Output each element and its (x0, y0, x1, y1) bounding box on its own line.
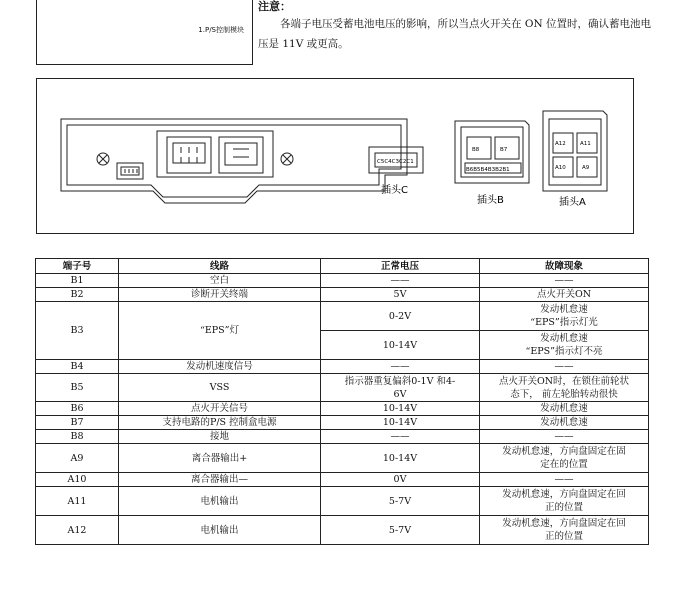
header-terminal: 端子号 (36, 259, 119, 274)
table-row (36, 374, 649, 402)
module-label: 1.P/S控制模块 (198, 26, 244, 34)
plug-b-pin-b7: B7 (500, 147, 508, 153)
terminal-cell: B6 (36, 402, 119, 416)
table-row (36, 402, 649, 416)
module-box (36, 0, 253, 65)
symptom-line: “EPS”指示灯不亮 (525, 346, 603, 357)
table-row (36, 473, 649, 487)
voltage-cell: 10-14V (321, 402, 480, 416)
symptom-cell (480, 487, 649, 516)
table-row (36, 444, 649, 473)
terminal-cell: B4 (36, 360, 119, 374)
circuit-cell: 支持电路的P/S 控制盒电源 (119, 416, 321, 430)
symptom-line: 态下， 前左轮胎转动很快 (510, 388, 618, 400)
table-row (36, 416, 649, 430)
voltage-cell: 10-14V (321, 444, 480, 473)
table-row (36, 288, 649, 302)
plug-a-pin-a9: A9 (582, 165, 590, 171)
connector-drawing (37, 79, 635, 235)
plug-b-pin-b8: B8 (472, 147, 480, 153)
table-row (36, 360, 649, 374)
voltage-cell: —— (321, 360, 480, 374)
symptom-line: 发动机怠速，方向盘固定在回 (502, 518, 626, 529)
voltage-cell: 5-7V (321, 516, 480, 545)
header-circuit: 线路 (119, 259, 321, 274)
terminal-cell: B8 (36, 430, 119, 444)
symptom-line: 点火开关ON时，在锁住前轮状 (498, 375, 630, 387)
symptom-cell: —— (480, 430, 649, 444)
symptom-line: 正的位置 (544, 502, 583, 513)
plug-c-pins: C5C4C3C2C1 (377, 159, 414, 165)
symptom-line: 定在的位置 (540, 459, 588, 470)
circuit-cell: 电机输出 (119, 487, 321, 516)
symptom-cell (480, 444, 649, 473)
voltage-cell: 10-14V (321, 331, 480, 360)
symptom-cell (480, 331, 649, 360)
terminal-cell: B5 (36, 374, 119, 402)
symptom-cell (480, 516, 649, 545)
plug-b-bottom-pins: B6B5B4B3B2B1 (466, 167, 510, 173)
terminal-cell: B3 (36, 302, 119, 360)
terminal-cell: A9 (36, 444, 119, 473)
table-row (36, 430, 649, 444)
table-row (36, 516, 649, 545)
table-row (36, 487, 649, 516)
terminal-cell: B1 (36, 274, 119, 288)
terminal-cell: B2 (36, 288, 119, 302)
symptom-cell: —— (480, 473, 649, 487)
symptom-line: “EPS”指示灯光 (530, 317, 598, 328)
circuit-cell: VSS (119, 374, 321, 402)
circuit-cell: “EPS”灯 (119, 302, 321, 360)
circuit-cell: 诊断开关终端 (119, 288, 321, 302)
voltage-cell: 10-14V (321, 416, 480, 430)
symptom-cell: 发动机怠速 (480, 402, 649, 416)
terminal-cell: B7 (36, 416, 119, 430)
voltage-cell: 5V (321, 288, 480, 302)
circuit-cell: 发动机速度信号 (119, 360, 321, 374)
table-row (36, 302, 649, 331)
connector-diagram (36, 78, 634, 234)
plug-a-pin-a11: A11 (580, 141, 591, 147)
table-row (36, 274, 649, 288)
voltage-cell: 0V (321, 473, 480, 487)
symptom-line: 发动机怠速，方向盘固定在回 (502, 489, 626, 500)
symptom-line: 发动机怠速，方向盘固定在固 (502, 446, 626, 457)
voltage-line: 6V (393, 388, 407, 400)
symptom-line: 发动机怠速 (540, 304, 588, 315)
symptom-cell (480, 374, 649, 402)
plug-a-pin-a12: A12 (555, 141, 566, 147)
circuit-cell: 点火开关信号 (119, 402, 321, 416)
plug-a-pin-a10: A10 (555, 165, 566, 171)
symptom-cell: 点火开关ON (480, 288, 649, 302)
circuit-cell: 离合器输出+ (119, 444, 321, 473)
voltage-cell: 0-2V (321, 302, 480, 331)
note-text: 各端子电压受蓄电池电压的影响，所以当点火开关在 ON 位置时，确认蓄电池电压是 11V 或更高。 (258, 18, 651, 50)
plug-c-label: 插头C (381, 185, 408, 196)
circuit-cell: 空白 (119, 274, 321, 288)
circuit-cell: 离合器输出— (119, 473, 321, 487)
circuit-cell: 接地 (119, 430, 321, 444)
plug-b-label: 插头B (477, 195, 504, 206)
header-voltage: 正常电压 (321, 259, 480, 274)
voltage-cell: 5-7V (321, 487, 480, 516)
symptom-cell: —— (480, 274, 649, 288)
terminal-table (35, 258, 649, 545)
plug-a-label: 插头A (559, 197, 586, 208)
symptom-cell (480, 302, 649, 331)
voltage-cell (321, 374, 480, 402)
symptom-line: 发动机怠速 (540, 333, 588, 344)
symptom-line: 正的位置 (544, 531, 583, 542)
terminal-cell: A12 (36, 516, 119, 545)
voltage-cell: —— (321, 430, 480, 444)
note-title: 注意： (258, 0, 291, 13)
voltage-line: 指示器重复偏斜0-1V 和4- (344, 375, 456, 387)
header-symptom: 故障现象 (480, 259, 649, 274)
circuit-cell: 电机输出 (119, 516, 321, 545)
terminal-cell: A10 (36, 473, 119, 487)
symptom-cell: 发动机怠速 (480, 416, 649, 430)
symptom-cell: —— (480, 360, 649, 374)
voltage-cell: —— (321, 274, 480, 288)
terminal-cell: A11 (36, 487, 119, 516)
table-header-row (36, 259, 649, 274)
